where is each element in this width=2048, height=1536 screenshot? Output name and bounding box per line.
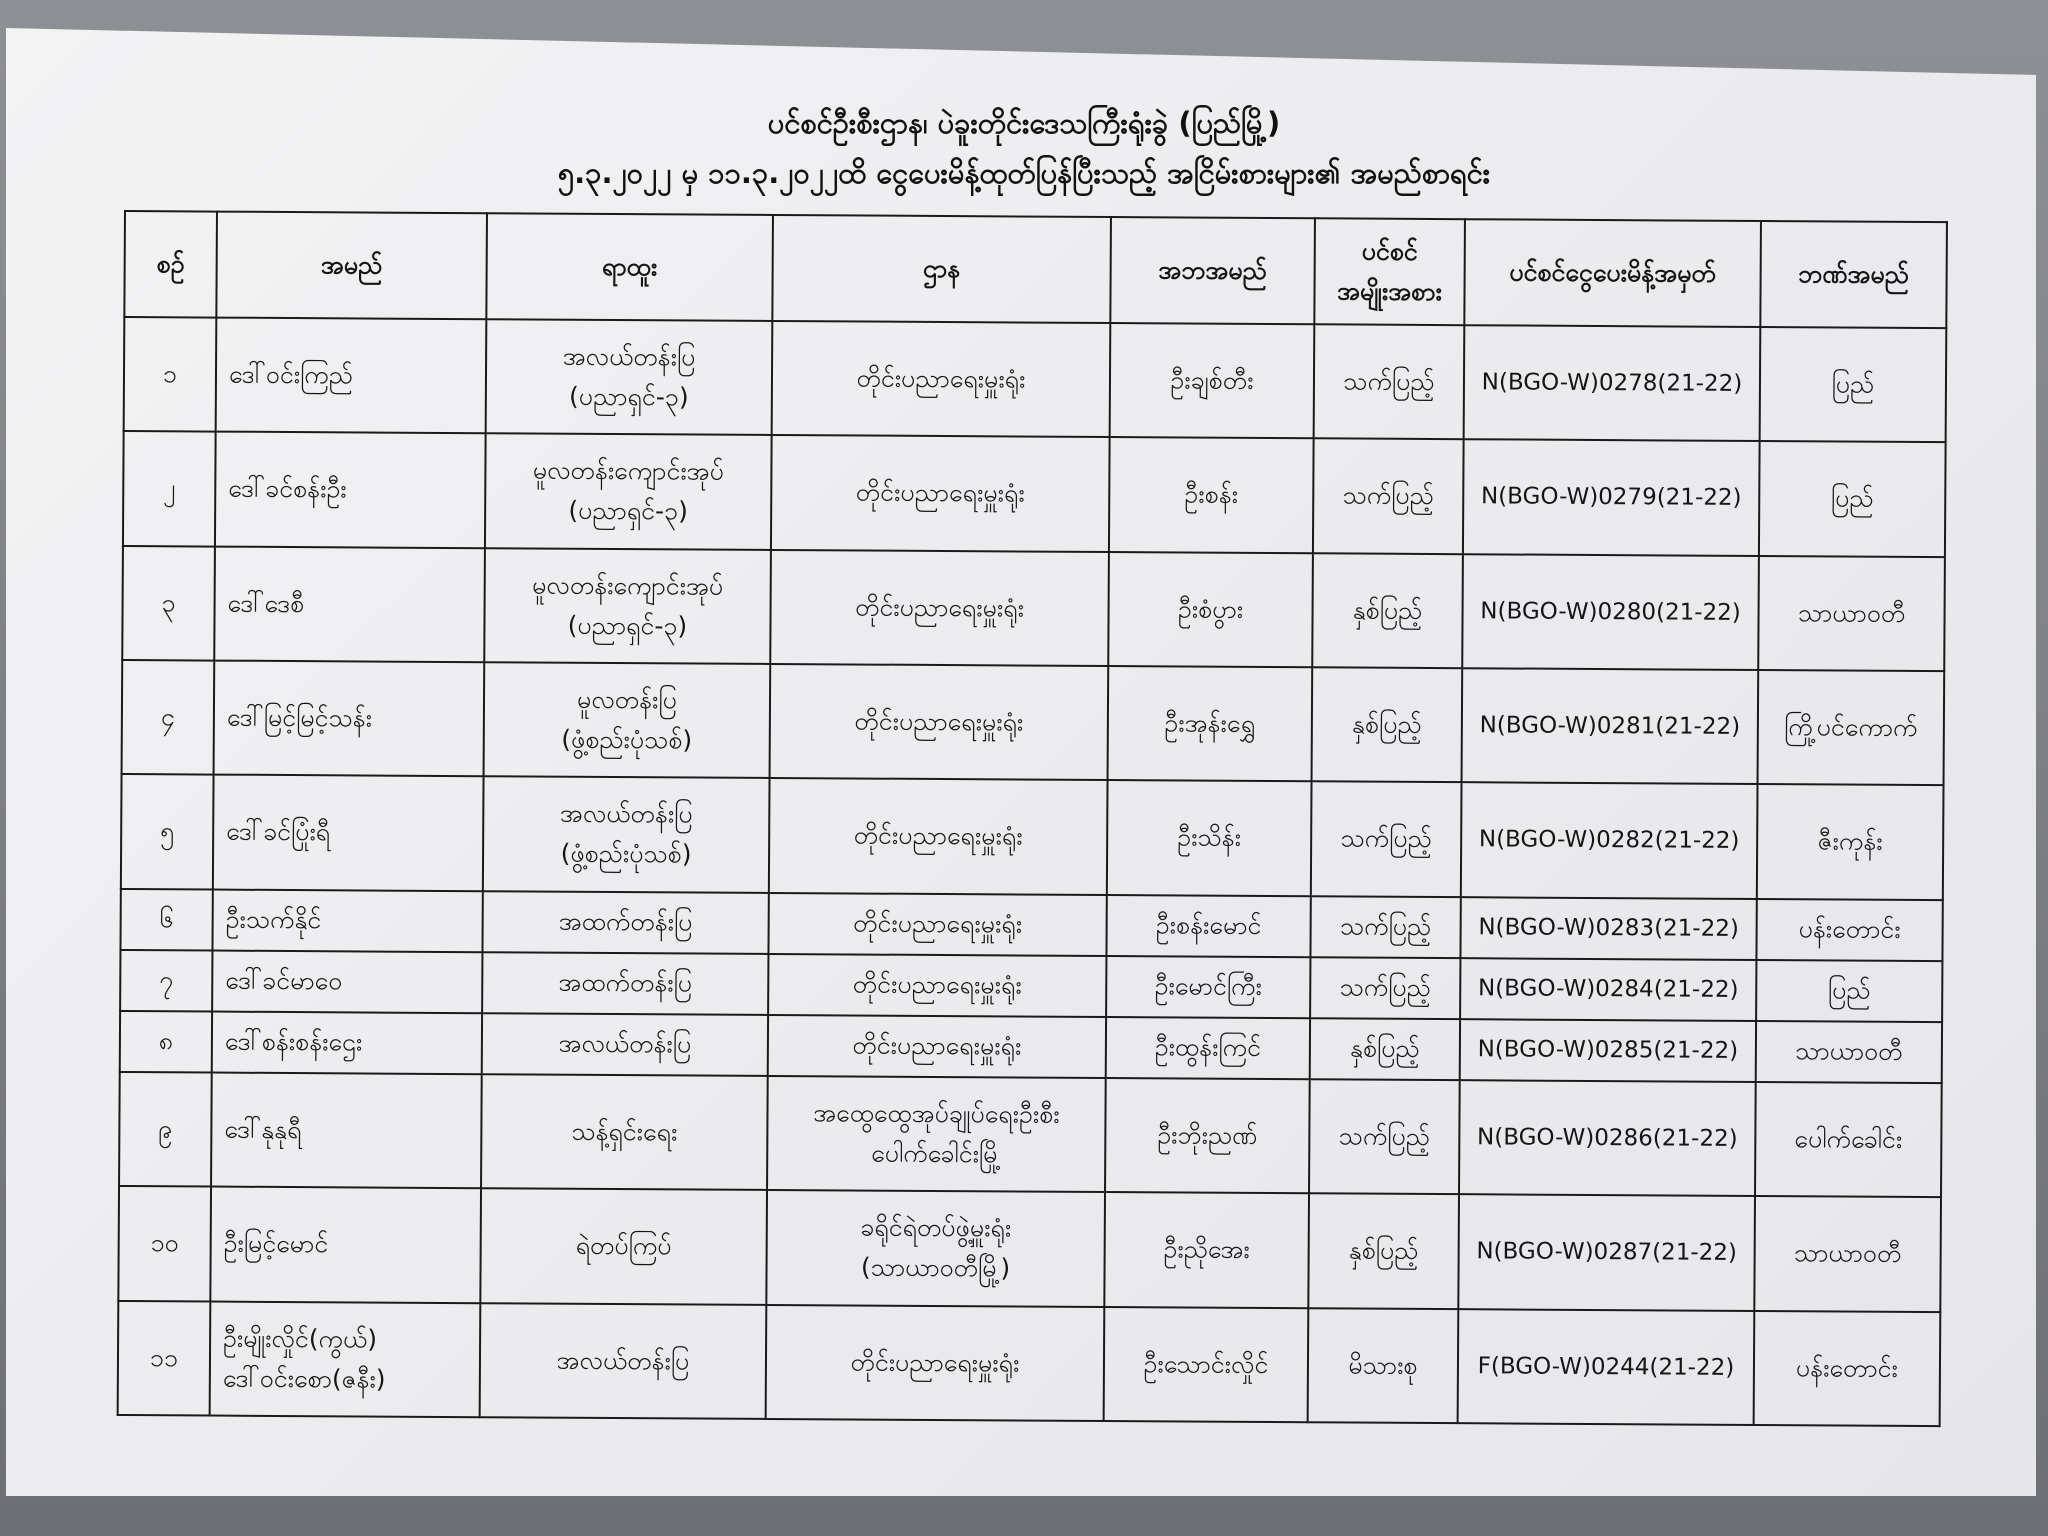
table-body	[118, 317, 1947, 1426]
cell-order-number: N(BGO-W)0284(21-22)	[1460, 958, 1756, 1021]
cell-no: ၂	[123, 431, 216, 546]
cell-no: ၆	[120, 889, 212, 951]
cell-no: ၇	[120, 950, 212, 1012]
cell-rank-line: (ပညာရှင်-၃)	[568, 496, 689, 526]
header-father-name: အဘအမည်	[1110, 217, 1315, 324]
pension-roster-table	[117, 210, 1948, 1427]
cell-department-line: တိုင်းပညာရေးမှူးရုံး	[852, 969, 1022, 1000]
cell-rank	[482, 952, 768, 1015]
cell-pension-type: နှစ်ပြည့်	[1310, 1018, 1460, 1080]
cell-pension-type: သက်ပြည့်	[1313, 439, 1464, 554]
cell-name-line: ဒေါ်နုနုရီ	[224, 1114, 302, 1145]
cell-order-number: N(BGO-W)0287(21-22)	[1458, 1194, 1755, 1310]
cell-name-line: ဦးမျိုးလှိုင်(ကွယ်)	[223, 1323, 378, 1354]
cell-pension-type: နှစ်ပြည့်	[1312, 553, 1463, 668]
cell-name	[211, 1073, 482, 1189]
cell-department-line: တိုင်းပညာရေးမှူးရုံး	[855, 477, 1025, 508]
document-subtitle: ၅.၃.၂၀၂၂ မှ ၁၁.၃.၂၀၂၂ထိ ငွေပေးမိန့်ထုတ်ပြန်ပြီးသည့် အငြိမ်းစားများ၏ အမည်စာရင်း	[557, 156, 1491, 190]
cell-father-name: ဦးစန်း	[1109, 437, 1314, 553]
header-order-number: ပင်စင်ငွေပေးမိန့်အမှတ်	[1464, 219, 1761, 327]
cell-father-name: ဦးစံပွား	[1108, 552, 1313, 668]
cell-bank: ပေါက်ခေါင်း	[1755, 1082, 1942, 1197]
cell-name	[213, 775, 484, 891]
cell-name-line: ဒေါ်ခင်စန်းဦး	[228, 474, 347, 504]
cell-rank	[481, 1074, 768, 1190]
cell-department-line: (သာယာဝတီမြို့)	[860, 1252, 1011, 1283]
table-header-row	[124, 211, 1947, 328]
document-title: ပင်စင်ဦးစီးဌာန၊ ပဲခူးတိုင်းဒေသကြီးရုံးခွဲ (ပြည်မြို့)	[767, 106, 1281, 140]
cell-name-line: ဦးသက်နိုင်	[225, 904, 322, 935]
cell-no: ၈	[120, 1011, 212, 1073]
cell-no: ၉	[119, 1072, 212, 1187]
cell-bank: ပြည်	[1760, 327, 1947, 442]
cell-rank-line: အလယ်တန်းပြ	[556, 1345, 690, 1376]
header-no: စဉ်	[124, 211, 217, 318]
header-pension-type-line1: ပင်စင်	[1361, 236, 1418, 266]
table-row	[124, 317, 1947, 442]
header-pension-type	[1314, 218, 1465, 325]
cell-rank	[482, 891, 768, 954]
cell-name-line: ဒေါ်မြင့်မြင့်သန်း	[226, 702, 373, 733]
cell-department	[772, 321, 1111, 437]
cell-name-line: ဒေါ်ခင်မာဝေ	[225, 965, 343, 996]
header-pension-type-line2: အမျိုးအစား	[1337, 276, 1442, 307]
cell-name	[210, 1301, 481, 1417]
header-name: အမည်	[216, 212, 487, 320]
cell-no: ၁	[124, 317, 217, 432]
cell-rank-line: အလယ်တန်းပြ	[562, 341, 696, 372]
cell-bank: ပန်းတောင်း	[1754, 1311, 1941, 1427]
cell-pension-type: သက်ပြည့်	[1311, 782, 1462, 897]
cell-department	[770, 664, 1109, 780]
cell-pension-type: သက်ပြည့်	[1309, 1079, 1460, 1194]
cell-rank-line: အလယ်တန်းပြ	[559, 799, 693, 829]
cell-department-line: တိုင်းပညာရေးမှူးရုံး	[853, 820, 1023, 851]
cell-department	[769, 778, 1108, 894]
cell-father-name: ဦးညိုအေး	[1104, 1192, 1309, 1308]
cell-pension-type: သက်ပြည့်	[1310, 957, 1460, 1019]
cell-rank-line: သန့်ရှင်းရေး	[571, 1116, 678, 1147]
cell-father-name: ဦးအုန်းရွှေ	[1108, 666, 1313, 782]
cell-department-line: ပေါက်ခေါင်းမြို့	[871, 1138, 1002, 1169]
cell-order-number: N(BGO-W)0282(21-22)	[1461, 782, 1758, 898]
cell-father-name: ဦးစန်းမောင်	[1106, 895, 1310, 957]
cell-name-line: ဒေါ်ဒေစီ	[227, 588, 305, 618]
table-row	[122, 660, 1945, 785]
cell-order-number: N(BGO-W)0286(21-22)	[1459, 1080, 1756, 1196]
cell-department	[770, 550, 1109, 666]
cell-department	[766, 1305, 1105, 1421]
cell-department	[768, 1015, 1106, 1078]
cell-bank: ဇီးကုန်း	[1757, 784, 1944, 899]
cell-department-line: အထွေထွေအုပ်ချုပ်ရေးဦးစီး	[813, 1098, 1060, 1129]
table-row	[119, 1072, 1942, 1197]
cell-name	[214, 660, 485, 776]
cell-name	[210, 1187, 481, 1303]
cell-department-line: တိုင်းပညာရေးမှူးရုံး	[854, 706, 1024, 737]
cell-no: ၃	[122, 546, 215, 661]
table-row	[120, 889, 1942, 961]
cell-name	[212, 950, 482, 1013]
cell-no: ၄	[122, 660, 215, 775]
table-row	[118, 1186, 1941, 1311]
cell-rank-line: မူလတန်းကျောင်းအုပ်	[532, 570, 724, 601]
header-bank: ဘဏ်အမည်	[1760, 221, 1947, 328]
cell-department-line: တိုင်းပညာရေးမှူးရုံး	[853, 908, 1023, 939]
table-row	[123, 431, 1946, 556]
cell-pension-type: နှစ်ပြည့်	[1312, 667, 1463, 782]
cell-bank: ပန်းတောင်း	[1756, 899, 1942, 961]
cell-name-line: ဦးမြင့်မောင်	[223, 1229, 329, 1259]
cell-department-line: ခရိုင်ရဲတပ်ဖွဲ့မှူးရုံး	[860, 1212, 1012, 1243]
cell-name	[212, 889, 482, 952]
cell-rank	[484, 662, 771, 778]
cell-father-name: ဦးမောင်ကြီး	[1106, 956, 1310, 1018]
cell-pension-type: သက်ပြည့်	[1314, 324, 1465, 439]
table-row	[120, 1011, 1942, 1083]
cell-rank	[483, 776, 770, 892]
cell-name-line: ဒေါ်ခင်ပြုံးရီ	[226, 817, 331, 847]
cell-order-number: N(BGO-W)0283(21-22)	[1460, 897, 1756, 960]
cell-department	[766, 1190, 1105, 1306]
cell-rank-line: အလယ်တန်းပြ	[558, 1029, 692, 1059]
cell-order-number: N(BGO-W)0280(21-22)	[1462, 554, 1759, 670]
cell-rank-line: (ပညာရှင်-၃)	[569, 381, 689, 412]
cell-name	[212, 1011, 482, 1074]
cell-bank: သာယာဝတီ	[1758, 556, 1945, 671]
cell-rank-line: အထက်တန်းပြ	[558, 967, 693, 998]
cell-father-name: ဦးသောင်းလှိုင်	[1104, 1307, 1309, 1423]
cell-rank	[482, 1013, 768, 1076]
cell-name	[215, 432, 486, 548]
header-rank: ရာထူး	[486, 213, 773, 321]
cell-bank: သာယာဝတီ	[1756, 1021, 1942, 1083]
cell-department-line: တိုင်းပညာရေးမှူးရုံး	[856, 363, 1026, 394]
cell-rank-line: (ဖွံ့စည်းပုံသစ်)	[561, 724, 693, 755]
cell-rank-line: ရဲတပ်ကြပ်	[575, 1231, 672, 1261]
cell-order-number: N(BGO-W)0285(21-22)	[1460, 1019, 1756, 1082]
cell-name-line: ဒေါ်ဝင်းစော(ဇနီး)	[222, 1363, 386, 1394]
table-row	[121, 774, 1944, 899]
cell-department	[768, 893, 1106, 956]
cell-rank-line: (ဖွံ့စည်းပုံသစ်)	[560, 839, 692, 869]
table-row	[122, 546, 1945, 671]
cell-pension-type: နှစ်ပြည့်	[1308, 1194, 1459, 1309]
cell-no: ၁၀	[118, 1186, 211, 1301]
table-row	[118, 1301, 1941, 1427]
cell-rank	[480, 1303, 767, 1419]
cell-name-line: ဒေါ်ဝင်းကြည်	[228, 359, 354, 390]
cell-bank: သာယာဝတီ	[1754, 1196, 1941, 1311]
cell-father-name: ဦးသိန်း	[1107, 780, 1312, 896]
cell-pension-type: သက်ပြည့်	[1310, 896, 1460, 958]
cell-department-line: တိုင်းပညာရေးမှူးရုံး	[850, 1347, 1020, 1378]
cell-order-number: F(BGO-W)0244(21-22)	[1458, 1309, 1755, 1425]
cell-rank-line: မူလတန်းကျောင်းအုပ်	[532, 455, 725, 487]
cell-rank-line: အထက်တန်းပြ	[558, 906, 693, 937]
header-department: ဌာန	[772, 215, 1111, 323]
table-row	[120, 950, 1942, 1022]
cell-no: ၅	[121, 774, 214, 889]
cell-department-line: တိုင်းပညာရေးမှူးရုံး	[852, 1030, 1022, 1061]
cell-father-name: ဦးဘိုးညဏ်	[1105, 1078, 1310, 1194]
cell-order-number: N(BGO-W)0279(21-22)	[1463, 440, 1760, 556]
cell-rank-line: (ပညာရှင်-၃)	[567, 610, 688, 641]
cell-order-number: N(BGO-W)0278(21-22)	[1464, 325, 1761, 441]
cell-name	[214, 546, 485, 662]
cell-rank	[480, 1188, 767, 1304]
cell-name-line: ဒေါ်စန်းစန်းဌေး	[224, 1027, 363, 1057]
cell-bank: ပြည်	[1756, 960, 1942, 1022]
cell-no: ၁၁	[118, 1301, 211, 1416]
cell-name	[216, 318, 487, 434]
cell-bank: ပြည်	[1759, 441, 1946, 556]
cell-father-name: ဦးထွန်းကြင်	[1106, 1017, 1310, 1079]
cell-rank	[486, 319, 773, 435]
cell-department	[767, 1076, 1106, 1192]
cell-department	[768, 954, 1106, 1017]
cell-rank	[485, 434, 772, 550]
cell-order-number: N(BGO-W)0281(21-22)	[1462, 668, 1759, 784]
document-header	[0, 98, 2048, 198]
cell-rank	[484, 548, 771, 664]
cell-pension-type: မိသားစု	[1308, 1308, 1459, 1423]
cell-department	[771, 435, 1110, 551]
cell-department-line: တိုင်းပညာရေးမှူးရုံး	[855, 592, 1025, 623]
cell-father-name: ဦးချစ်တီး	[1110, 323, 1315, 439]
cell-rank-line: မူလတန်းပြ	[577, 684, 678, 715]
cell-bank: ကြို့ပင်ကောက်	[1758, 670, 1945, 785]
